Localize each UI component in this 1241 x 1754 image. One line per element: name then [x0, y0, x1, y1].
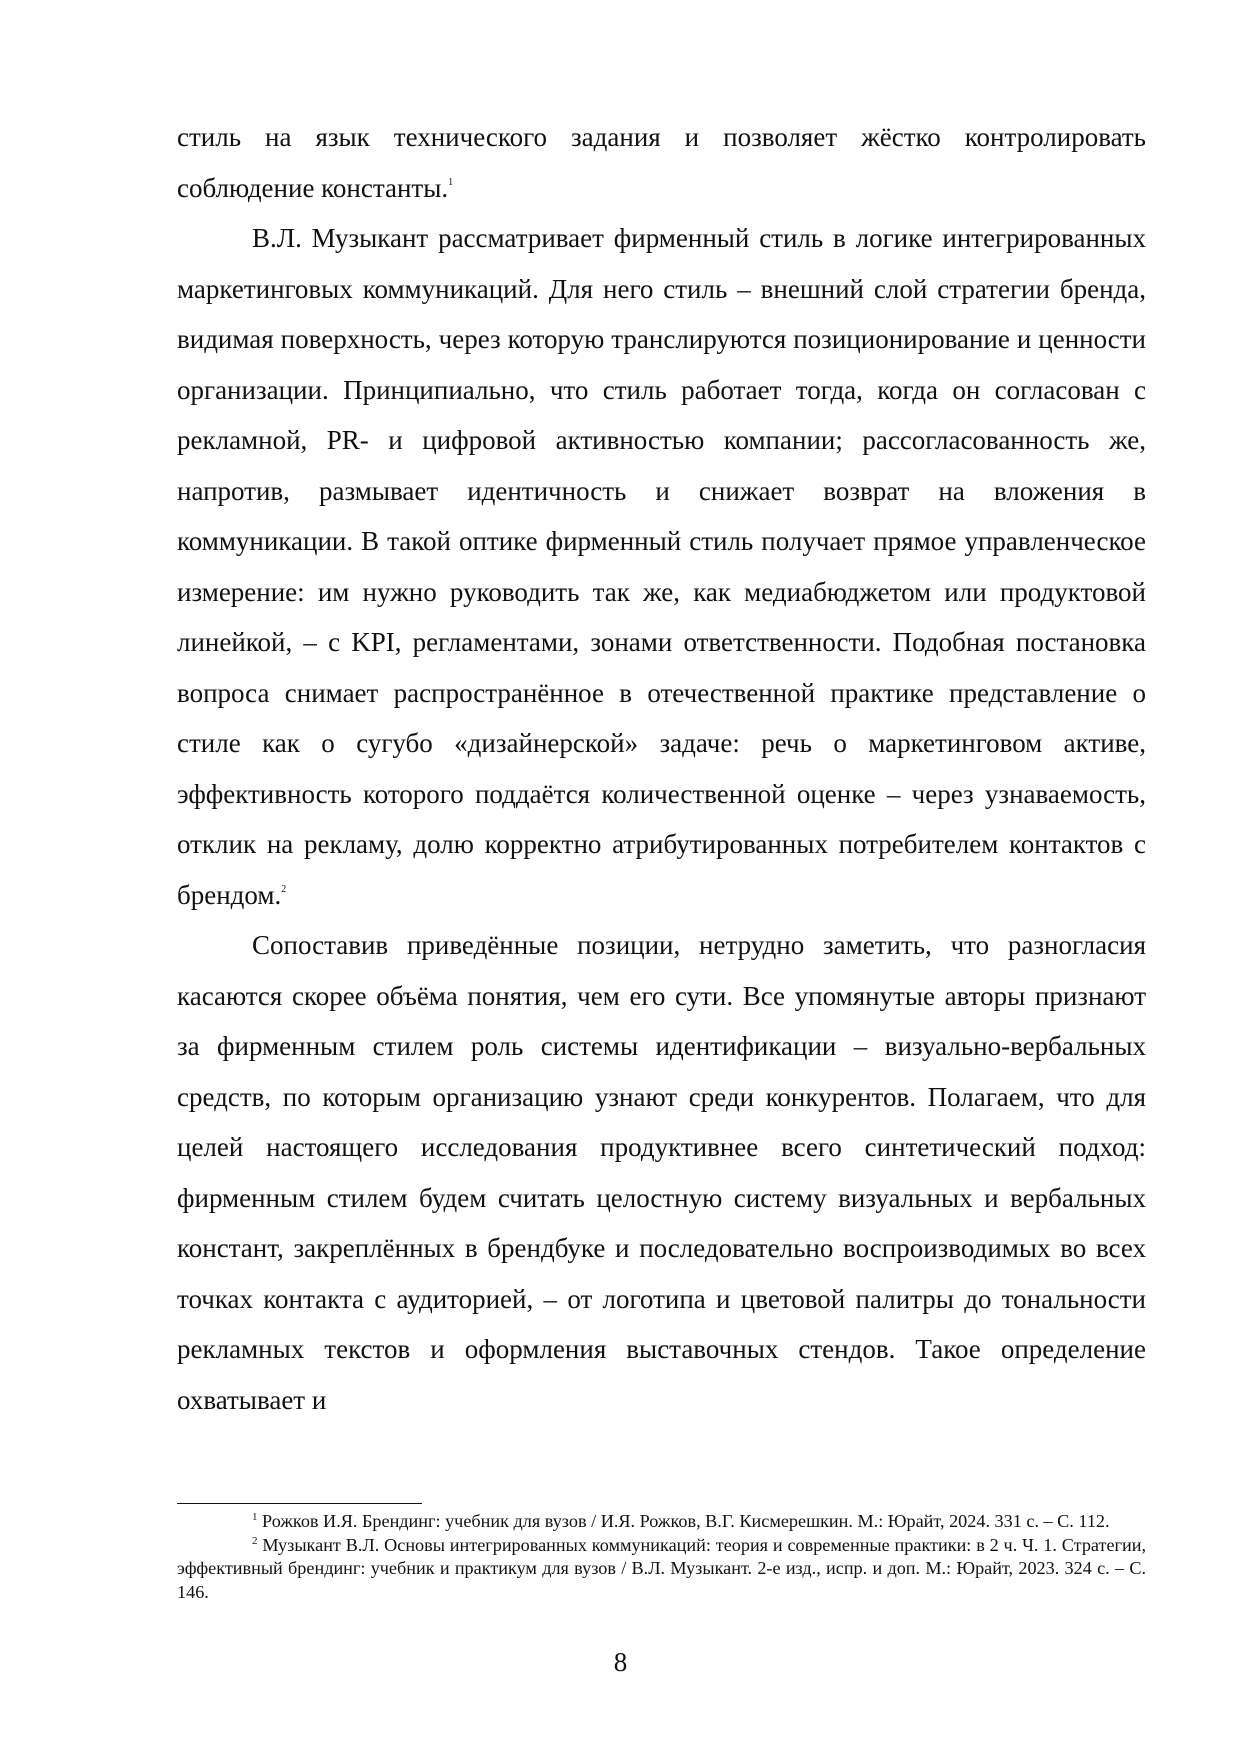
footnote-number: 1 — [252, 1511, 258, 1523]
footnote-reference[interactable]: 1 — [448, 176, 454, 188]
footnote — [177, 1534, 1146, 1605]
paragraph — [177, 920, 1146, 1425]
paragraph-continued — [177, 112, 1146, 213]
footnote-text: Рожков И.Я. Брендинг: учебник для вузов / И.Я. Рожков, В.Г. Кисмерешкин. М.: Юрайт, 2024. 331 с. – С. 112. — [262, 1511, 1110, 1531]
paragraph-text: стиль на язык технического задания и позволяет жёстко контролировать соблюдение константы. — [177, 122, 1146, 203]
footnote-separator — [177, 1503, 422, 1504]
paragraph — [177, 213, 1146, 920]
footnotes — [177, 1510, 1146, 1604]
paragraph-text: В.Л. Музыкант рассматривает фирменный стиль в логике интегрированных маркетинговых коммуникаций. Для него стиль – внешний слой стратегии бренда, видимая поверхность, через которую транслируются позиционирование и ценности организации. Принципиально, что стиль работает тогда, когда он согласован с рекламной, PR- и цифровой активностью компании; рассогласованность же, напротив, размывает идентичность и снижает возврат на вложения в коммуникации. В такой оптике фирменный стиль получает прямое управленческое измерение: им нужно руководить так же, как медиабюджетом или продуктовой линейкой, – с KPI, регламентами, зонами ответственности. Подобная постановка вопроса снимает распространённое в отечественной практике представление о стиле как о сугубо «дизайнерской» задаче: речь о маркетинговом активе, эффективность которого поддаётся количественной оценке – через узнаваемость, отклик на рекламу, долю корректно атрибутированных потребителем контактов с брендом. — [177, 223, 1146, 910]
footnote-number: 2 — [252, 1534, 258, 1547]
footnote — [177, 1510, 1146, 1534]
footnote-reference[interactable]: 2 — [281, 883, 287, 895]
page-number: 8 — [613, 1647, 628, 1677]
footnote-text: Музыкант В.Л. Основы интегрированных коммуникаций: теория и современные практики: в 2 ч. Ч. 1. Стратегии, эффективный брендинг: учебник и практикум для вузов / В.Л. Музыкант. 2-е изд., испр. и доп. М.: Юрайт, 2023. 324 с. – С. 146. — [177, 1534, 1147, 1602]
paragraph-text: Сопоставив приведённые позиции, нетрудно заметить, что разногласия касаются скорее объёма понятия, чем его сути. Все упомянутые авторы признают за фирменным стилем роль системы идентификации – визуально-вербальных средств, по которым организацию узнают среди конкурентов. Полагаем, что для целей настоящего исследования продуктивнее всего синтетический подход: фирменным стилем будем считать целостную систему визуальных и вербальных констант, закреплённых в брендбуке и последовательно воспроизводимых во всех точках контакта с аудиторией, – от логотипа и цветовой палитры до тональности рекламных текстов и оформления выставочных стендов. Такое определение охватывает и — [177, 930, 1146, 1415]
body-text — [177, 112, 1146, 1425]
